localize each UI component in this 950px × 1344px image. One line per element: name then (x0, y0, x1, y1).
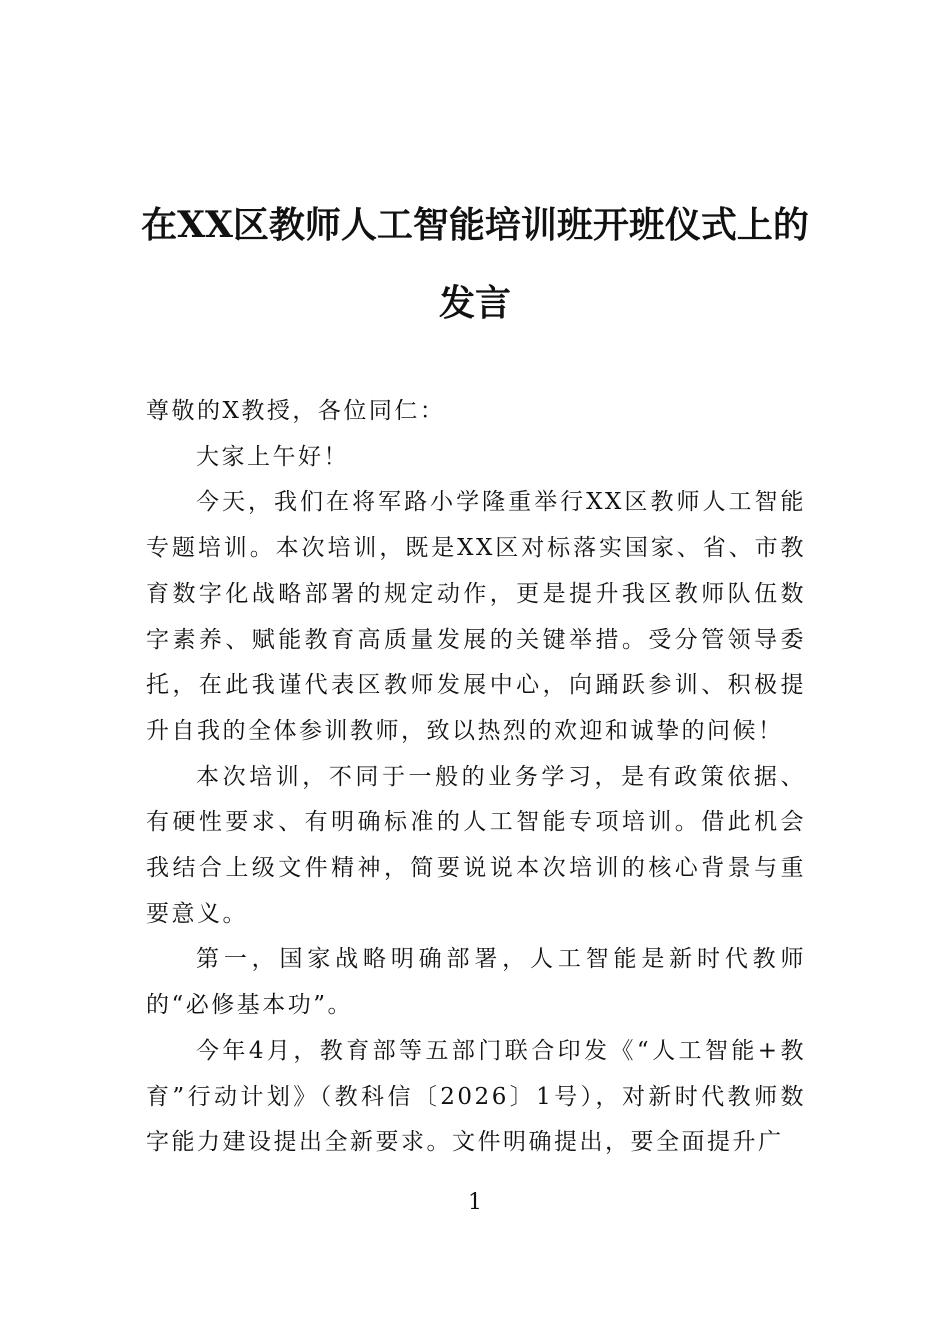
body-paragraph: 本次培训，不同于一般的业务学习，是有政策依据、有硬性要求、有明确标准的人工智能专项培训。借此机会我结合上级文件精神，简要说说本次培训的核心背景与重要意义。 (146, 763, 806, 927)
body-paragraph: 今天，我们在将军路小学隆重举行XX区教师人工智能专题培训。本次培训，既是XX区对标落实国家、省、市教育数字化战略部署的规定动作，更是提升我区教师队伍数字素养、赋能教育高质量发展的关键举措。受分管领导委托，在此我谨代表区教师发展中心，向踊跃参训、积极提升自我的全体参训教师，致以热烈的欢迎和诚挚的问候！ (146, 489, 806, 744)
salutation: 尊敬的X教授，各位同仁： (146, 398, 446, 424)
section-heading: 第一，国家战略明确部署，人工智能是新时代教师的“必修基本功”。 (146, 946, 806, 1019)
document-title: 在XX区教师人工智能培训班开班仪式上的发言 (141, 204, 809, 324)
greeting: 大家上午好！ (196, 443, 349, 470)
page-number: 1 (468, 1190, 482, 1215)
document-body (146, 389, 806, 1166)
body-paragraph: 今年4月，教育部等五部门联合印发《“人工智能+教育”行动计划》（教科信〔2026〕1号），对新时代教师数字能力建设提出全新要求。文件明确提出，要全面提升广 (146, 1037, 806, 1156)
